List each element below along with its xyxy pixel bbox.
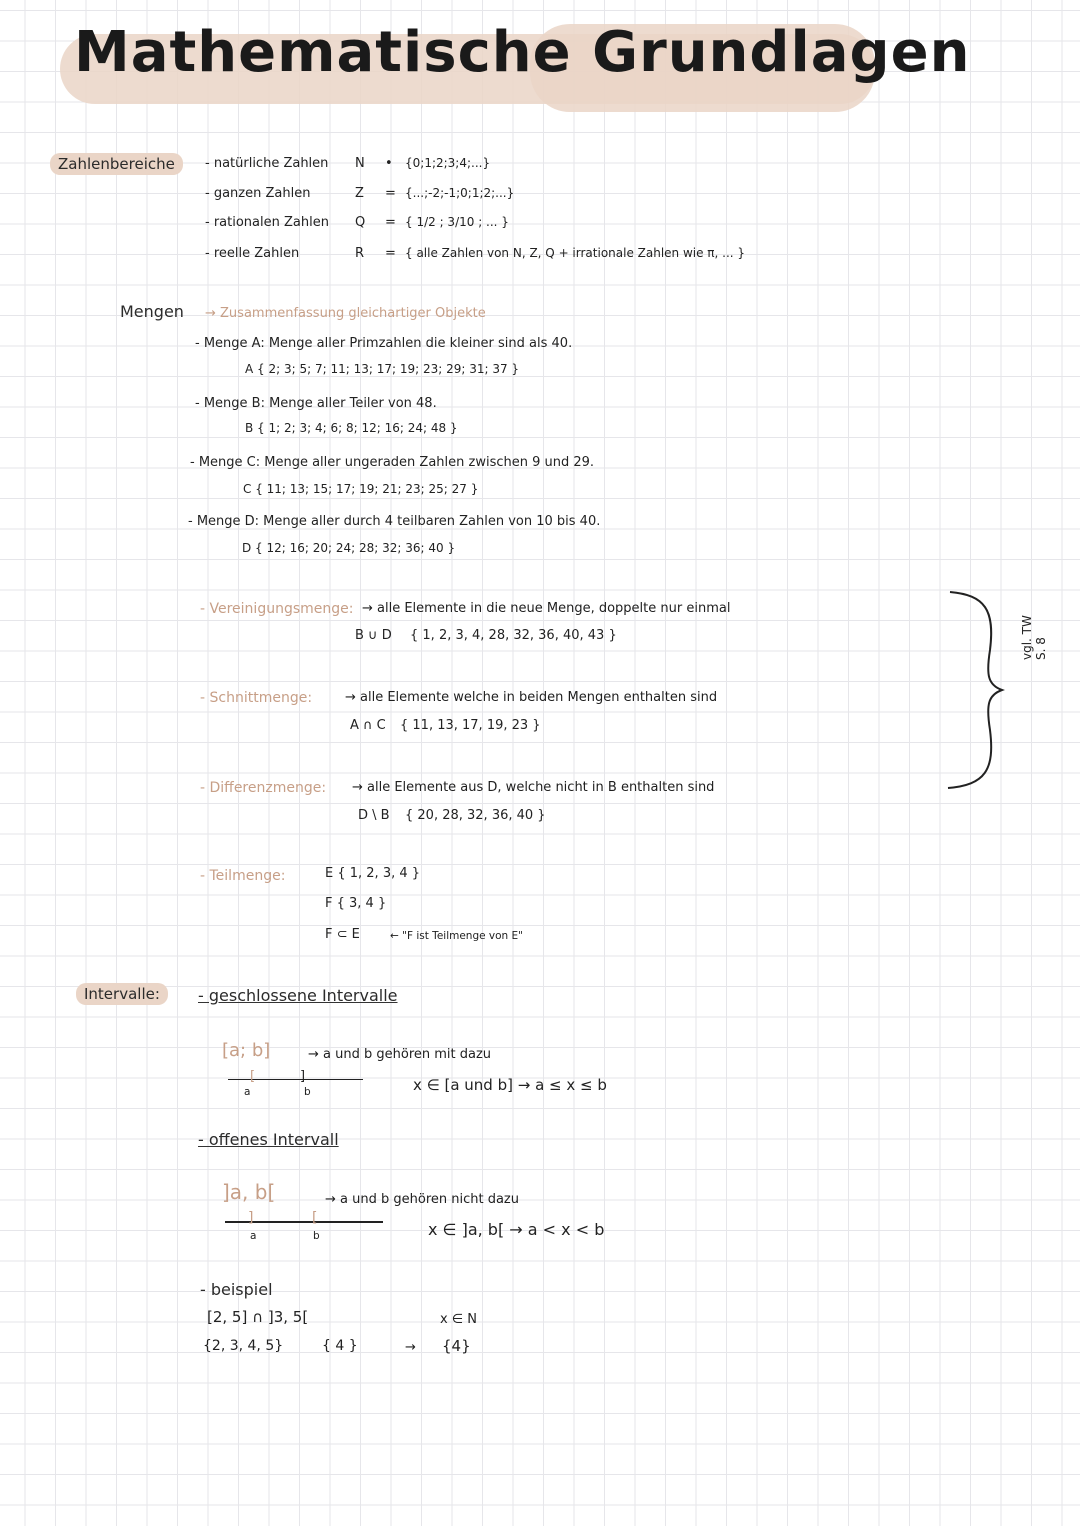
zahlenbereich-symbol: R: [355, 246, 365, 261]
open-left-bracket-icon: ]: [248, 1210, 254, 1226]
zahlenbereich-name: - ganzen Zahlen: [205, 186, 311, 201]
menge-desc: - Menge A: Menge aller Primzahlen die kleiner sind als 40.: [195, 336, 573, 351]
open-label-b: b: [313, 1230, 320, 1242]
title-block: [60, 20, 970, 85]
teilmenge-note: ← "F ist Teilmenge von E": [390, 930, 524, 942]
example-expression: [2, 5] ∩ ]3, 5[: [207, 1308, 309, 1326]
operation-name: - Differenzmenge:: [200, 780, 327, 796]
menge-set: B { 1; 2; 3; 4; 6; 8; 12; 16; 24; 48 }: [245, 421, 458, 435]
zahlenbereich-op: =: [385, 186, 396, 201]
zahlenbereich-symbol: Z: [355, 186, 364, 201]
open-interval-rule: x ∈ ]a, b[ → a < x < b: [428, 1220, 605, 1239]
closed-interval-notation: [a; b]: [222, 1040, 271, 1061]
example-domain: x ∈ N: [440, 1312, 478, 1327]
mengen-intro: → Zusammenfassung gleichartiger Objekte: [205, 306, 486, 321]
operation-desc: → alle Elemente aus D, welche nicht in B enthalten sind: [352, 780, 715, 795]
operation-name: - Schnittmenge:: [200, 690, 313, 706]
teilmenge-f: F { 3, 4 }: [325, 896, 387, 911]
page-title: Mathematische Grundlagen: [74, 20, 971, 85]
closed-number-line: [228, 1079, 363, 1080]
operation-name: - Vereinigungsmenge:: [200, 601, 354, 617]
example-arrow-icon: →: [405, 1340, 416, 1355]
closed-right-bracket-icon: ]: [300, 1069, 306, 1084]
open-interval-desc: → a und b gehören nicht dazu: [325, 1192, 519, 1207]
menge-desc: - Menge D: Menge aller durch 4 teilbaren Zahlen von 10 bis 40.: [188, 514, 601, 529]
menge-desc: - Menge B: Menge aller Teiler von 48.: [195, 396, 437, 411]
menge-desc: - Menge C: Menge aller ungeraden Zahlen zwischen 9 und 29.: [190, 455, 595, 470]
zahlenbereich-op: =: [385, 215, 396, 230]
operation-expr: A ∩ C: [350, 718, 386, 733]
menge-set: C { 11; 13; 15; 17; 19; 21; 23; 25; 27 }: [243, 482, 479, 496]
zahlenbereich-name: - rationalen Zahlen: [205, 215, 329, 230]
operation-desc: → alle Elemente welche in beiden Mengen enthalten sind: [345, 690, 718, 705]
operation-set: { 20, 28, 32, 36, 40 }: [405, 808, 546, 823]
zahlenbereich-set: {...;-2;-1;0;1;2;...}: [405, 186, 515, 200]
example-heading: - beispiel: [200, 1280, 273, 1299]
menge-set: D { 12; 16; 20; 24; 28; 32; 36; 40 }: [242, 541, 456, 555]
closed-interval-heading: - geschlossene Intervalle: [198, 986, 398, 1005]
operation-desc: → alle Elemente in die neue Menge, doppelte nur einmal: [362, 601, 731, 616]
section-label-zahlenbereiche: Zahlenbereiche: [50, 153, 183, 175]
zahlenbereich-op: =: [385, 246, 396, 261]
zahlenbereich-symbol: Q: [355, 215, 366, 230]
example-set-2: { 4 }: [322, 1338, 358, 1354]
closed-label-a: a: [244, 1086, 251, 1098]
open-interval-heading: - offenes Intervall: [198, 1130, 339, 1149]
closed-left-bracket-icon: [: [250, 1069, 256, 1084]
zahlenbereich-symbol: N: [355, 156, 365, 171]
section-label-mengen: Mengen: [120, 302, 184, 321]
example-set-1: {2, 3, 4, 5}: [203, 1338, 284, 1354]
menge-set: A { 2; 3; 5; 7; 11; 13; 17; 19; 23; 29; 31; 37 }: [245, 362, 520, 376]
closed-interval-desc: → a und b gehören mit dazu: [308, 1047, 492, 1062]
zahlenbereich-name: - reelle Zahlen: [205, 246, 300, 261]
teilmenge-e: E { 1, 2, 3, 4 }: [325, 866, 421, 881]
open-right-bracket-icon: [: [312, 1210, 318, 1226]
teilmenge-relation: F ⊂ E: [325, 927, 360, 942]
closed-interval-rule: x ∈ [a und b] → a ≤ x ≤ b: [413, 1076, 607, 1094]
zahlenbereich-set: {0;1;2;3;4;...}: [405, 156, 491, 170]
curly-brace-icon: [940, 590, 1010, 790]
operation-set: { 11, 13, 17, 19, 23 }: [400, 718, 541, 733]
operation-expr: B ∪ D: [355, 628, 392, 643]
zahlenbereich-name: - natürliche Zahlen: [205, 156, 329, 171]
example-result: {4}: [442, 1337, 471, 1355]
zahlenbereich-set: { alle Zahlen von N, Z, Q + irrationale Zahlen wie π, ... }: [405, 246, 746, 260]
closed-label-b: b: [304, 1086, 311, 1098]
side-note: vgl. TW S. 8: [1020, 615, 1048, 660]
zahlenbereich-op: •: [385, 156, 393, 171]
zahlenbereich-set: { 1/2 ; 3/10 ; ... }: [405, 215, 509, 229]
operation-set: { 1, 2, 3, 4, 28, 32, 36, 40, 43 }: [410, 628, 617, 643]
open-interval-notation: ]a, b[: [222, 1180, 276, 1204]
operation-expr: D \ B: [358, 808, 390, 823]
teilmenge-name: - Teilmenge:: [200, 868, 286, 884]
section-label-intervalle: Intervalle:: [76, 983, 168, 1005]
open-label-a: a: [250, 1230, 257, 1242]
